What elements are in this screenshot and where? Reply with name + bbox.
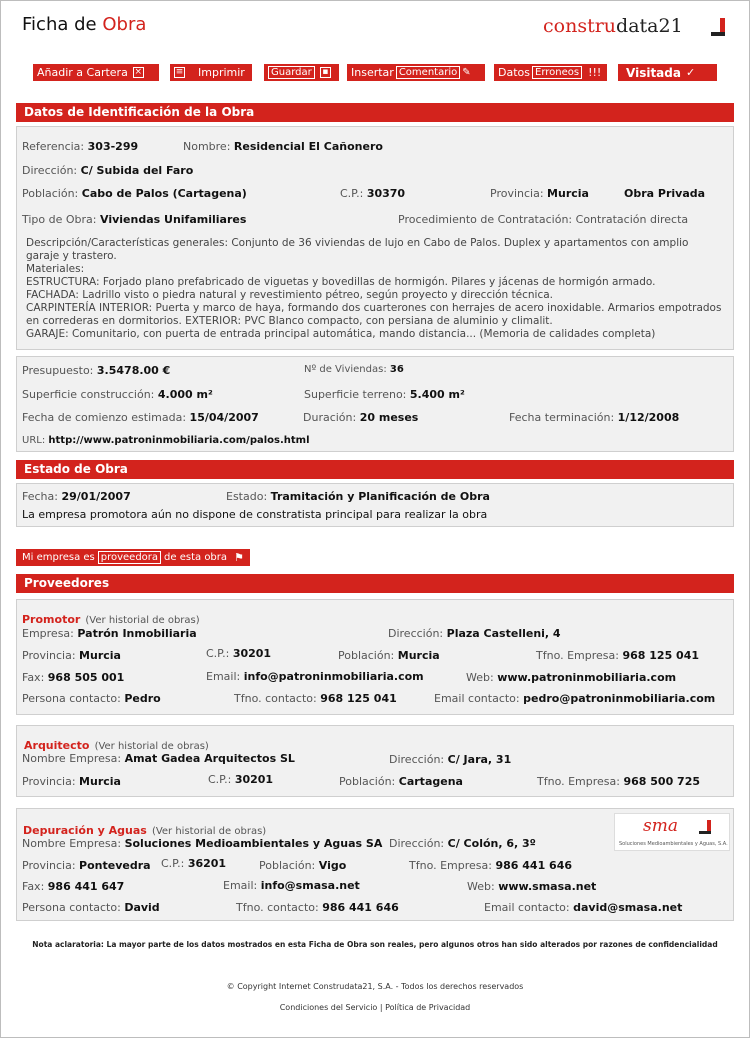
arquitecto-direccion-field: Dirección: C/ Jara, 31 (389, 753, 512, 766)
promotor-historial-link[interactable]: (Ver historial de obras) (85, 615, 200, 626)
promotor-email-contacto-field: Email contacto: pedro@patroninmobiliaria.com (434, 692, 716, 705)
report-error-button[interactable]: Datos Erroneos !!! (494, 64, 607, 81)
privacidad-link[interactable]: Política de Privacidad (385, 1003, 471, 1012)
depuracion-web-field: Web: www.smasa.net (467, 880, 597, 893)
arquitecto-empresa-field: Nombre Empresa: Amat Gadea Arquitectos SL (22, 752, 295, 765)
depuracion-contacto-field: Persona contacto: David (22, 901, 160, 914)
viviendas-field: Nº de Viviendas: 36 (304, 364, 404, 375)
depuracion-empresa-field: Nombre Empresa: Soluciones Medioambientales y Aguas SA (22, 837, 383, 850)
close-box-icon: × (134, 67, 143, 77)
print-icon: ≡ (175, 67, 184, 77)
depuracion-tfno-field: Tfno. Empresa: 986 441 646 (409, 859, 573, 872)
descripcion-text: Descripción/Características generales: Conjunto de 36 viviendas de lujo en Cabo de Palos. Duplex y apartamentos con amplio garaje y trastero. Materiales: ESTRUCTURA: Forjado plano prefabricado de viguetas y bovedillas de hormigón. Pilares y jácenas de hormigón armado. FACHADA: Ladrillo visto o piedra natural y revestimiento pétreo, según proyecto y dirección técnica. CARPINTERÍA INTERIOR: Puerta y marco de haya, formando dos cuarterones con herrajes de acero inoxidable. Armarios empotrados en correderas en dormitorios. EXTERIOR: PVC Blanco compacto, con persiana de aluminio y climalit. GARAJE: Comunitario, con puerta de entrada principal automática, mando distancia... (Memoria de calidades completa) (26, 237, 722, 340)
flag-icon: ⚑ (234, 551, 244, 564)
arquitecto-cp-field: C.P.: 30201 (208, 773, 274, 786)
superficie-terreno-field: Superficie terreno: 5.400 m² (304, 388, 465, 401)
mi-empresa-proveedora-button[interactable]: Mi empresa es proveedora de esta obra ⚑ (16, 549, 250, 566)
estado-fecha-field: Fecha: 29/01/2007 (22, 490, 131, 503)
sma-logo-mark-icon (699, 820, 711, 834)
depuracion-email-contacto-link[interactable]: david@smasa.net (573, 901, 683, 914)
section-estado: Estado de Obra (16, 460, 734, 479)
footer-links (0, 1003, 750, 1012)
section-proveedores: Proveedores (16, 574, 734, 593)
fecha-inicio-field: Fecha de comienzo estimada: 15/04/2007 (22, 411, 259, 424)
depuracion-heading: Depuración y Aguas (Ver historial de obras) (23, 824, 267, 837)
condiciones-link[interactable]: Condiciones del Servicio (279, 1003, 378, 1012)
fecha-fin-field: Fecha terminación: 1/12/2008 (509, 411, 680, 424)
page-title: Ficha de Obra (22, 14, 147, 35)
tipo-obra-field: Tipo de Obra: Viviendas Unifamiliares (22, 213, 247, 226)
depuracion-provincia-field: Provincia: Pontevedra (22, 859, 151, 872)
depuracion-poblacion-field: Población: Vigo (259, 859, 347, 872)
depuracion-email-contacto-field: Email contacto: david@smasa.net (484, 901, 683, 914)
promotor-contacto-field: Persona contacto: Pedro (22, 692, 161, 705)
check-mark-icon: ✓ (685, 66, 696, 79)
depuracion-email-link[interactable]: info@smasa.net (260, 879, 360, 892)
promotor-cp-field: C.P.: 30201 (206, 647, 272, 660)
promotor-poblacion-field: Población: Murcia (338, 649, 440, 662)
logo-mark-icon (711, 18, 725, 36)
promotor-direccion-field: Dirección: Plaza Castelleni, 4 (388, 627, 561, 640)
depuracion-fax-field: Fax: 986 441 647 (22, 880, 125, 893)
obra-url-link[interactable]: http://www.patroninmobiliaria.com/palos.html (48, 435, 310, 446)
estado-field: Estado: Tramitación y Planificación de Obra (226, 490, 490, 503)
footer-nota: Nota aclaratoria: La mayor parte de los datos mostrados en esta Ficha de Obra son reales, pero algunos otros han sido alterados por razones de confidencialidad (32, 940, 718, 949)
nombre-field: Nombre: Residencial El Cañonero (183, 140, 383, 153)
lock-icon: ▪ (320, 67, 331, 78)
depuracion-historial-link[interactable]: (Ver historial de obras) (151, 826, 267, 837)
promotor-fax-field: Fax: 968 505 001 (22, 671, 125, 684)
pencil-icon: ✎ (462, 67, 471, 78)
depuracion-direccion-field: Dirección: C/ Colón, 6, 3º (389, 837, 536, 850)
promotor-email-contacto-link[interactable]: pedro@patroninmobiliaria.com (523, 692, 716, 705)
direccion-field: Dirección: C/ Subida del Faro (22, 164, 194, 177)
arquitecto-tfno-field: Tfno. Empresa: 968 500 725 (537, 775, 701, 788)
footer-copyright: © Copyright Internet Construdata21, S.A. - Todos los derechos reservados (226, 982, 524, 991)
promotor-web-link[interactable]: www.patroninmobiliaria.com (497, 671, 677, 684)
arquitecto-heading: Arquitecto (Ver historial de obras) (24, 739, 209, 752)
sma-company-logo: sma Soluciones Medioambientales y Aguas, S.A. (614, 813, 730, 851)
presupuesto-field: Presupuesto: 3.5478.00 € (22, 364, 171, 377)
promotor-email-field: Email: info@patroninmobiliaria.com (206, 670, 424, 683)
obra-tipo-badge: Obra Privada (624, 187, 706, 200)
promotor-tfno-contacto-field: Tfno. contacto: 968 125 041 (234, 692, 397, 705)
estado-nota: La empresa promotora aún no dispone de constratista principal para realizar la obra (22, 508, 488, 521)
depuracion-cp-field: C.P.: 36201 (161, 857, 227, 870)
promotor-email-link[interactable]: info@patroninmobiliaria.com (243, 670, 424, 683)
arquitecto-historial-link[interactable]: (Ver historial de obras) (94, 741, 209, 752)
promotor-empresa-field: Empresa: Patrón Inmobiliaria (22, 627, 197, 640)
insert-comment-button[interactable]: Insertar Comentario ✎ (347, 64, 485, 81)
save-button[interactable]: Guardar ▪ (264, 64, 339, 81)
arquitecto-provincia-field: Provincia: Murcia (22, 775, 121, 788)
construdata-logo[interactable]: construdata21 (543, 15, 683, 37)
depuracion-tfno-contacto-field: Tfno. contacto: 986 441 646 (236, 901, 399, 914)
poblacion-field: Población: Cabo de Palos (Cartagena) (22, 187, 247, 200)
provincia-field: Provincia: Murcia (490, 187, 589, 200)
section-identificacion: Datos de Identificación de la Obra (16, 103, 734, 122)
print-button[interactable]: ≡ Imprimir (170, 64, 252, 81)
superficie-construccion-field: Superficie construcción: 4.000 m² (22, 388, 213, 401)
url-field: URL: http://www.patroninmobiliaria.com/palos.html (22, 435, 310, 446)
referencia-field: Referencia: 303-299 (22, 140, 139, 153)
promotor-provincia-field: Provincia: Murcia (22, 649, 121, 662)
promotor-web-field: Web: www.patroninmobiliaria.com (466, 671, 677, 684)
promotor-tfno-field: Tfno. Empresa: 968 125 041 (536, 649, 700, 662)
duracion-field: Duración: 20 meses (303, 411, 419, 424)
depuracion-web-link[interactable]: www.smasa.net (498, 880, 597, 893)
cp-field: C.P.: 30370 (340, 187, 406, 200)
promotor-heading: Promotor (Ver historial de obras) (22, 613, 200, 626)
depuracion-email-field: Email: info@smasa.net (223, 879, 360, 892)
visited-button[interactable]: Visitada ✓ (618, 64, 717, 81)
add-to-cartera-button[interactable]: Añadir a Cartera × (33, 64, 159, 81)
footer-separator: | (379, 1003, 383, 1012)
arquitecto-poblacion-field: Población: Cartagena (339, 775, 463, 788)
procedimiento-field: Procedimiento de Contratación: Contratación directa (398, 213, 689, 226)
